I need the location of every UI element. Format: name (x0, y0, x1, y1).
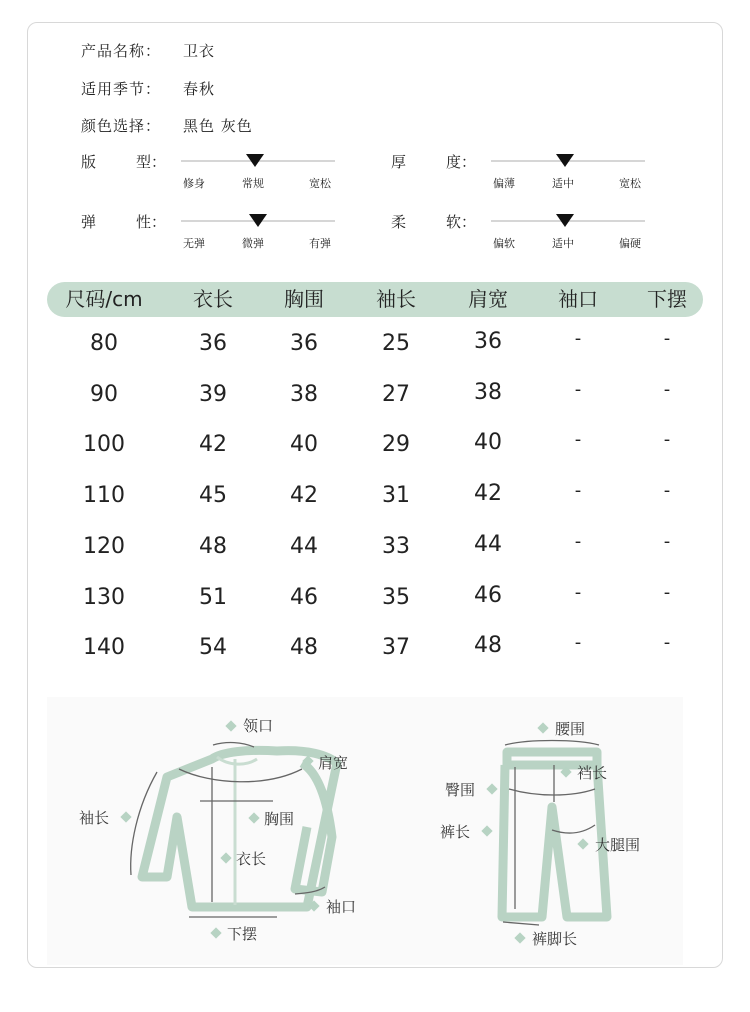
elastic-scale (181, 217, 335, 250)
table-cell: - (574, 530, 582, 552)
shoulder-arrow (179, 769, 302, 782)
label-sleeve-length: 袖长 (79, 809, 110, 827)
prop-label-b: 软： (446, 213, 477, 231)
table-cell: - (663, 429, 671, 451)
label-thigh: 大腿围 (595, 836, 641, 854)
measurement-diagram (47, 697, 683, 965)
table-cell: 31 (382, 483, 410, 509)
table-cell: 44 (474, 531, 502, 557)
table-cell: 39 (199, 381, 227, 407)
size-cell: 140 (83, 635, 125, 661)
table-cell: 45 (199, 483, 227, 509)
table-cell: 25 (382, 331, 410, 356)
label-cuff: 袖口 (326, 898, 357, 916)
size-cell: 80 (90, 331, 118, 356)
prop-label-a: 柔 (391, 213, 407, 231)
table-cell: 37 (382, 635, 410, 661)
table-header-bar (47, 282, 703, 317)
prop-label-b: 性： (136, 213, 167, 231)
table-cell: 40 (290, 432, 318, 458)
scale-tick: 偏薄 (493, 177, 515, 190)
table-cell: - (574, 378, 582, 400)
table-cell: - (574, 480, 582, 502)
table-cell: - (663, 632, 671, 654)
table-cell: 46 (290, 584, 318, 610)
fit-scale (181, 157, 335, 190)
hip-arrow (509, 789, 595, 795)
table-cell: 42 (474, 481, 502, 507)
table-cell: - (663, 581, 671, 603)
scale-tick: 微弹 (242, 237, 264, 250)
prop-label-a: 弹 (81, 213, 97, 231)
size-cell: 100 (83, 432, 125, 458)
scale-tick: 偏软 (493, 237, 515, 250)
scale-marker (556, 154, 574, 167)
table-header-cell: 袖口 (558, 287, 598, 311)
table-cell: 29 (382, 432, 410, 458)
leg-opening-arrow (503, 922, 539, 925)
size-cell: 130 (83, 584, 125, 610)
scale-tick: 宽松 (309, 177, 331, 190)
table-cell: 42 (199, 432, 227, 458)
table-header-cell: 肩宽 (468, 287, 508, 311)
label-length: 衣长 (236, 850, 267, 868)
table-cell: 38 (290, 381, 318, 407)
table-cell: - (574, 581, 582, 603)
scale-marker (246, 154, 264, 167)
label-shoulder: 肩宽 (318, 754, 349, 772)
info-label: 颜色选择： (81, 117, 162, 135)
info-color (81, 115, 253, 136)
waist-arrow (505, 741, 599, 746)
label-pants-length: 裤长 (440, 823, 471, 841)
table-cell: - (663, 378, 671, 400)
table-cell: 48 (290, 635, 318, 661)
prop-label-b: 型： (136, 153, 167, 171)
table-header-cell: 尺码/cm (65, 287, 143, 311)
table-cell: 54 (199, 635, 227, 661)
table-cell: 46 (474, 582, 502, 608)
scale-marker (556, 214, 574, 227)
table-cell: 38 (474, 379, 502, 405)
table-cell: 44 (290, 533, 318, 559)
scale-tick: 无弹 (183, 237, 205, 250)
table-cell: 36 (474, 329, 502, 354)
label-hem: 下摆 (227, 925, 258, 943)
size-cell: 90 (90, 381, 118, 407)
thickness-scale (491, 157, 645, 190)
scale-tick: 常规 (242, 177, 264, 190)
table-cell: 48 (199, 533, 227, 559)
table-cell: 36 (199, 331, 227, 356)
garment-illustration (47, 697, 683, 965)
table-cell: 51 (199, 584, 227, 610)
softness-scale (491, 217, 645, 250)
scale-tick: 适中 (552, 237, 574, 250)
label-collar: 领口 (243, 717, 274, 735)
info-product-name (81, 40, 215, 61)
table-cell: 36 (290, 331, 318, 356)
prop-label-a: 版 (81, 153, 97, 171)
scale-tick: 偏硬 (619, 237, 641, 250)
table-cell: 40 (474, 430, 502, 456)
label-chest: 胸围 (264, 810, 295, 828)
info-value: 黑色 灰色 (183, 117, 253, 135)
table-header-cell: 衣长 (193, 287, 233, 311)
scale-tick: 适中 (552, 177, 574, 190)
table-cell: 33 (382, 533, 410, 559)
label-rise: 裆长 (577, 764, 608, 782)
prop-label-b: 度： (446, 153, 477, 171)
table-header-cell: 下摆 (647, 287, 687, 311)
scale-tick: 有弹 (309, 237, 331, 250)
info-value: 春秋 (183, 80, 216, 98)
label-waist: 腰围 (555, 720, 586, 738)
table-cell: - (663, 328, 671, 349)
scale-tick: 修身 (183, 177, 205, 190)
table-header-cell: 胸围 (284, 287, 324, 311)
table-cell: 48 (474, 633, 502, 659)
table-cell: 35 (382, 584, 410, 610)
table-cell: 27 (382, 381, 410, 407)
info-label: 产品名称： (81, 42, 162, 60)
table-header-cell: 袖长 (376, 287, 416, 311)
table-cell: 42 (290, 483, 318, 509)
table-cell: - (663, 480, 671, 502)
size-cell: 120 (83, 533, 125, 559)
info-value: 卫衣 (183, 42, 216, 60)
size-cell: 110 (83, 483, 125, 509)
prop-label-a: 厚 (391, 153, 407, 171)
info-label: 适用季节： (81, 80, 162, 98)
scale-tick: 宽松 (619, 177, 641, 190)
label-leg-opening: 裤脚长 (532, 930, 578, 948)
table-cell: - (574, 328, 582, 349)
table-cell: - (663, 530, 671, 552)
scale-marker (249, 214, 267, 227)
info-season (81, 78, 215, 99)
label-hip: 臀围 (445, 781, 476, 799)
table-cell: - (574, 429, 582, 451)
table-cell: - (574, 632, 582, 654)
